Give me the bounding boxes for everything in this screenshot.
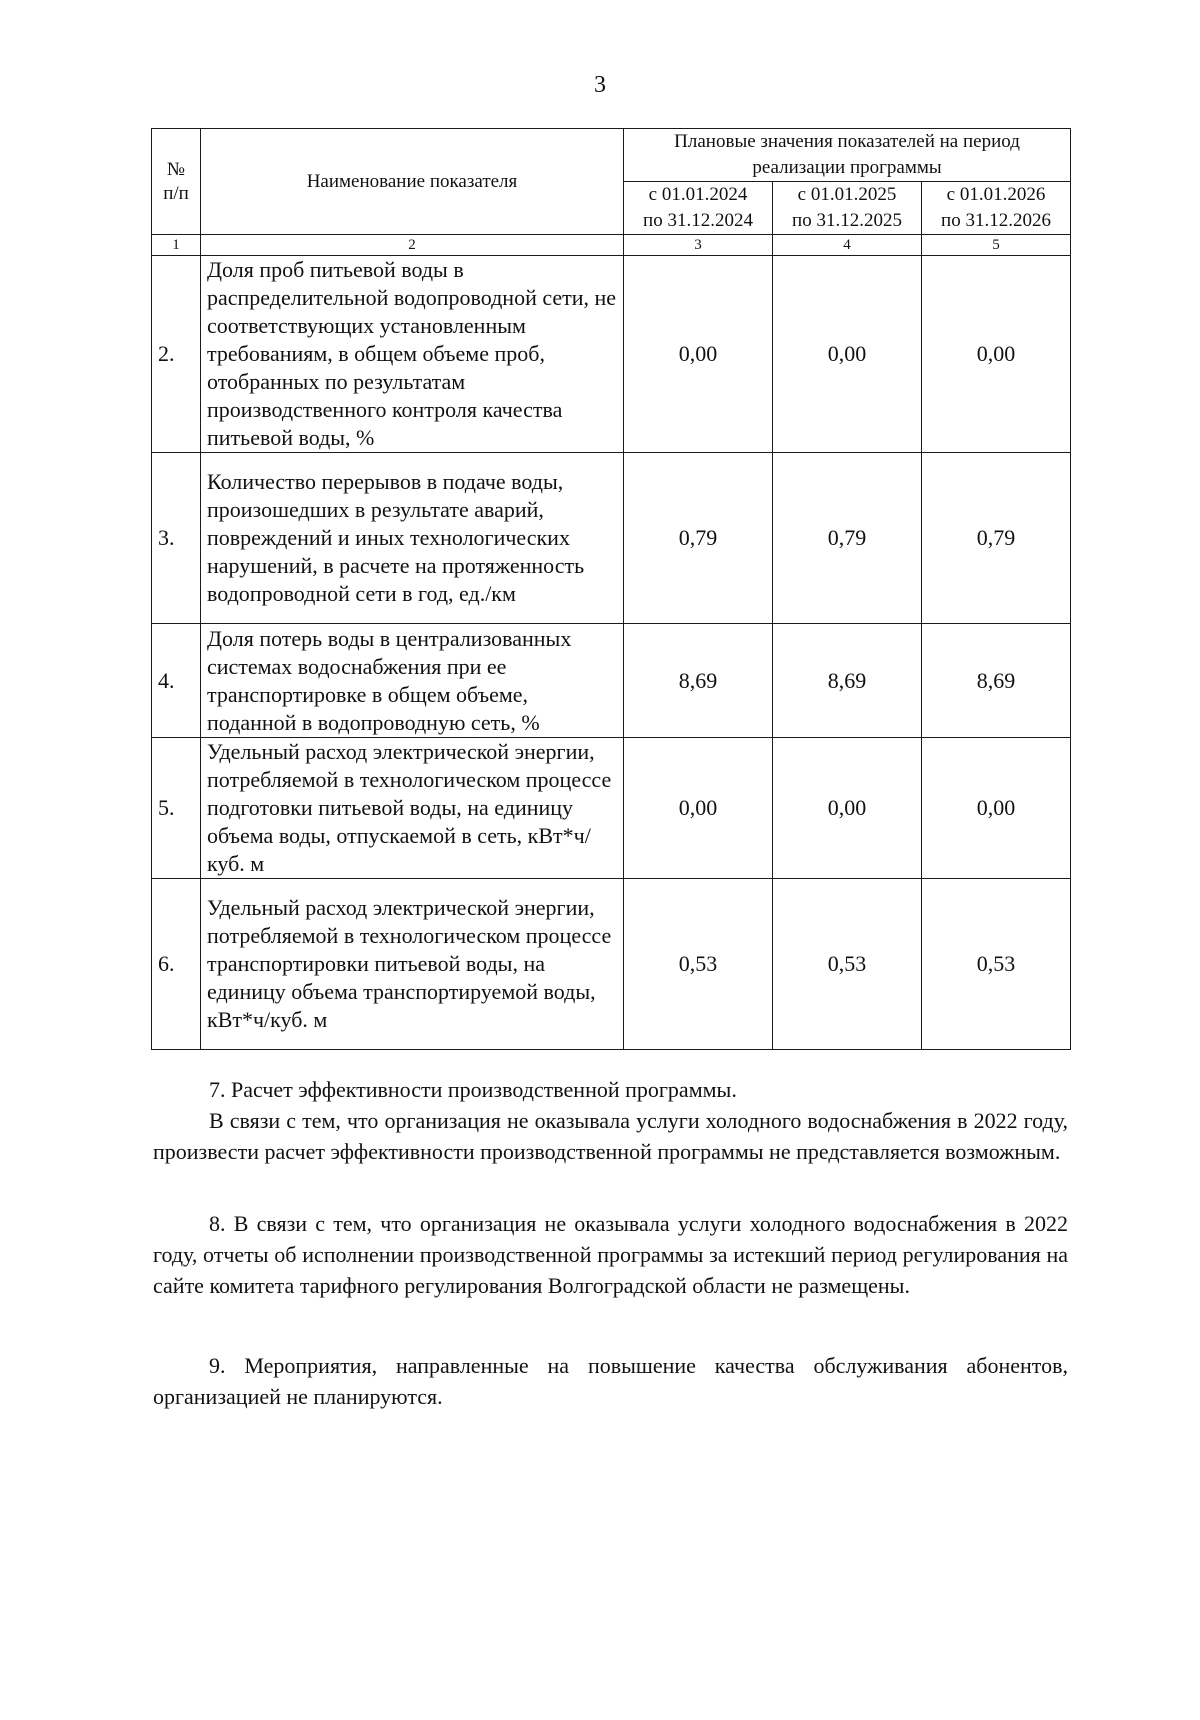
section-7-title: 7. Расчет эффективности производственной программы. [209, 1077, 737, 1102]
table-header-row-top [152, 129, 1071, 182]
column-number: 3 [624, 235, 773, 256]
value-2025: 0,00 [773, 256, 922, 453]
value-2026: 0,53 [922, 879, 1071, 1050]
row-number: 3. [152, 453, 201, 624]
header-num-label: № п/п [163, 158, 189, 204]
section-9 [153, 1350, 1068, 1412]
value-2025: 0,79 [773, 453, 922, 624]
header-num-col [152, 129, 201, 235]
indicator-name: Удельный расход электрической энергии, потребляемой в технологическом процессе подготовки питьевой воды, на единицу объема воды, отпускаемой в сеть, кВт*ч/куб. м [201, 738, 624, 879]
table-row [152, 879, 1071, 1050]
column-number-row [152, 235, 1071, 256]
section-7 [153, 1074, 1068, 1167]
value-2026: 0,00 [922, 738, 1071, 879]
section-7-text: В связи с тем, что организация не оказывала услуги холодного водоснабжения в 2022 году, произвести расчет эффективности производственной программы не представляется возможным. [153, 1108, 1068, 1164]
section-8-text: 8. В связи с тем, что организация не оказывала услуги холодного водоснабжения в 2022 году, отчеты об исполнении производственной программы за истекший период регулирования на сайте комитета тарифного регулирования Волгоградской области не размещены. [153, 1211, 1068, 1298]
value-2026: 8,69 [922, 624, 1071, 738]
table-row [152, 624, 1071, 738]
value-2025: 0,00 [773, 738, 922, 879]
column-number: 4 [773, 235, 922, 256]
table-row [152, 738, 1071, 879]
value-2024: 0,00 [624, 738, 773, 879]
row-number: 2. [152, 256, 201, 453]
value-2024: 0,79 [624, 453, 773, 624]
column-number: 2 [201, 235, 624, 256]
header-name-col: Наименование показателя [201, 129, 624, 235]
column-number: 5 [922, 235, 1071, 256]
page-number: 3 [594, 72, 606, 98]
header-period-2025 [773, 182, 922, 235]
value-2025: 8,69 [773, 624, 922, 738]
indicators-table [151, 128, 1071, 1050]
table-row [152, 453, 1071, 624]
value-2026: 0,00 [922, 256, 1071, 453]
indicator-name: Доля проб питьевой воды в распределительной водопроводной сети, не соответствующих установленным требованиям, в общем объеме проб, отобранных по результатам производственного контроля качества питьевой воды, % [201, 256, 624, 453]
header-plan-group: Плановые значения показателей на период реализации программы [624, 129, 1071, 182]
table-row [152, 256, 1071, 453]
column-number: 1 [152, 235, 201, 256]
period-end: по 31.12.2025 [792, 210, 902, 231]
value-2025: 0,53 [773, 879, 922, 1050]
period-start: с 01.01.2025 [797, 184, 897, 205]
period-start: с 01.01.2024 [648, 184, 748, 205]
row-number: 5. [152, 738, 201, 879]
value-2026: 0,79 [922, 453, 1071, 624]
indicator-name: Удельный расход электрической энергии, потребляемой в технологическом процессе транспортировки питьевой воды, на единицу объема транспортируемой воды, кВт*ч/куб. м [201, 879, 624, 1050]
row-number: 4. [152, 624, 201, 738]
section-9-text: 9. Мероприятия, направленные на повышение качества обслуживания абонентов, организацией не планируются. [153, 1353, 1068, 1409]
value-2024: 8,69 [624, 624, 773, 738]
value-2024: 0,53 [624, 879, 773, 1050]
value-2024: 0,00 [624, 256, 773, 453]
period-start: с 01.01.2026 [946, 184, 1046, 205]
header-period-2024 [624, 182, 773, 235]
period-end: по 31.12.2026 [941, 210, 1051, 231]
indicator-name: Доля потерь воды в централизованных системах водоснабжения при ее транспортировке в общем объеме, поданной в водопроводную сеть, % [201, 624, 624, 738]
period-end: по 31.12.2024 [643, 210, 753, 231]
section-8 [153, 1208, 1068, 1301]
indicator-name: Количество перерывов в подаче воды, произошедших в результате аварий, повреждений и иных технологических нарушений, в расчете на протяженность водопроводной сети в год, ед./км [201, 453, 624, 624]
row-number: 6. [152, 879, 201, 1050]
header-period-2026 [922, 182, 1071, 235]
